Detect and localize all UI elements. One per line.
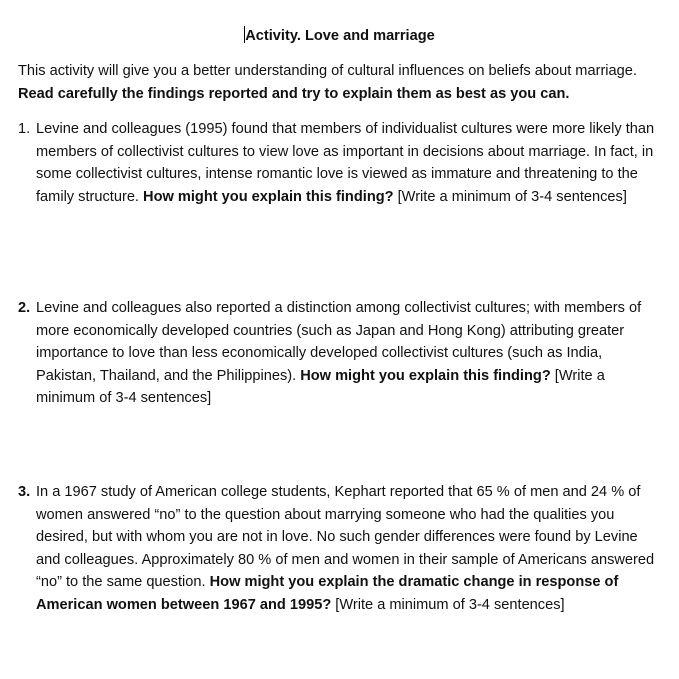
title-text: Activity. Love and marriage <box>245 28 435 44</box>
question-body: Levine and colleagues also reported a distinction among collectivist cultures; with members of more economically developed countries (such as Japan and Hong Kong) attributing greater importance to love than less economically developed collectivist cultures (such as India, Pakistan, Thailand, and the Philippines). <box>36 300 642 384</box>
question-3 <box>18 481 658 617</box>
intro-instruction: Read carefully the findings reported and try to explain them as best as you can. <box>18 85 570 102</box>
question-text <box>36 118 658 208</box>
question-number: 2. <box>18 300 31 316</box>
question-number: 1. <box>18 121 31 137</box>
question-body: Levine and colleagues (1995) found that members of individualist cultures were more likely than members of collectivist cultures to view love as important in decisions about marriage. In fact, in some collectivist cultures, intense romantic love is viewed as immature and threatening to the family structure. <box>36 121 655 205</box>
intro-paragraph <box>18 60 658 105</box>
question-1 <box>18 118 658 208</box>
question-text <box>36 481 658 617</box>
intro-text: This activity will give you a better understanding of cultural influences on beliefs about marriage. <box>18 63 637 79</box>
question-number: 3. <box>18 484 31 500</box>
document-title <box>0 26 679 46</box>
question-prompt: How might you explain the dramatic change in response of American women between 1967 and 1995? <box>36 574 619 613</box>
question-text <box>36 297 658 410</box>
question-prompt: How might you explain this finding? <box>300 367 551 384</box>
question-note: [Write a minimum of 3-4 sentences] <box>36 367 605 407</box>
question-note: [Write a minimum of 3-4 sentences] <box>393 188 627 205</box>
question-body: In a 1967 study of American college students, Kephart reported that 65 % of men and 24 % of women answered “no” to the question about marrying someone who had the qualities you desired, but with whom you are not in love. No such gender differences were found by Levine and colleagues. Approximately 80 % of men and women in their sample of Americans answered “no” to the same question. <box>36 484 655 591</box>
question-2 <box>18 297 658 410</box>
question-note: [Write a minimum of 3-4 sentences] <box>331 596 565 613</box>
question-prompt: How might you explain this finding? <box>143 188 394 205</box>
